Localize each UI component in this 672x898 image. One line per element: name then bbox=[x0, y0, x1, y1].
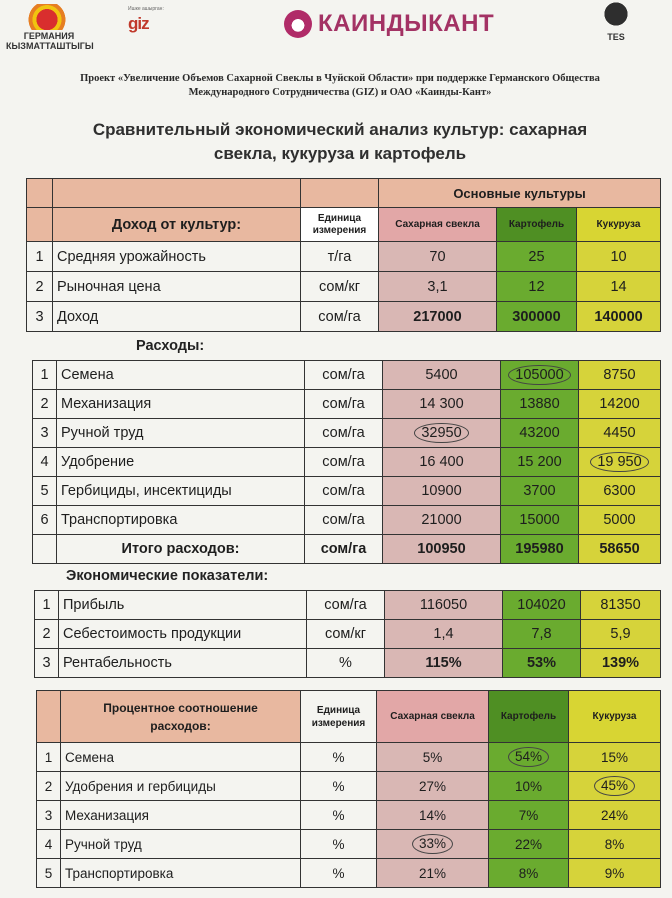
row-number: 6 bbox=[33, 506, 57, 535]
sugar-value bbox=[377, 830, 489, 859]
expense-row bbox=[33, 361, 661, 390]
sugar-value: 16 400 bbox=[383, 448, 501, 477]
potato-value: 25 bbox=[497, 242, 577, 272]
giz-mark: giz bbox=[128, 14, 149, 33]
circled-value: 105000 bbox=[508, 365, 570, 385]
circled-value: 32950 bbox=[414, 423, 468, 443]
row-label: Себестоимость продукции bbox=[59, 620, 307, 649]
percent-row bbox=[37, 801, 661, 830]
row-label: Ручной труд bbox=[61, 830, 301, 859]
row-number: 3 bbox=[33, 419, 57, 448]
potato-value: 13880 bbox=[501, 390, 579, 419]
sugar-value: 21000 bbox=[383, 506, 501, 535]
potato-value: 104020 bbox=[503, 591, 581, 620]
unit-value: сом/кг bbox=[307, 620, 385, 649]
sugar-value: 100950 bbox=[383, 535, 501, 564]
circled-value: 33% bbox=[412, 834, 453, 854]
expenses-table bbox=[32, 360, 661, 564]
sugar-value: 1,4 bbox=[385, 620, 503, 649]
row-number bbox=[33, 535, 57, 564]
corn-value: 8% bbox=[569, 830, 661, 859]
corner-cell bbox=[37, 691, 61, 743]
row-number: 3 bbox=[37, 801, 61, 830]
corn-value: 81350 bbox=[581, 591, 661, 620]
tes-logo bbox=[586, 2, 646, 46]
corn-value: 14 bbox=[577, 272, 661, 302]
row-number: 3 bbox=[27, 302, 53, 332]
unit-value: % bbox=[301, 772, 377, 801]
expenses-section-label: Расходы: bbox=[136, 338, 205, 354]
row-label: Удобрение bbox=[57, 448, 305, 477]
percent-row bbox=[37, 772, 661, 801]
sugar-value: 10900 bbox=[383, 477, 501, 506]
row-label: Семена bbox=[61, 743, 301, 772]
unit-value: % bbox=[301, 859, 377, 888]
unit-value: % bbox=[301, 743, 377, 772]
income-section-header: Доход от культур: bbox=[53, 208, 301, 242]
potato-value bbox=[501, 361, 579, 390]
blank-header-cell bbox=[301, 179, 379, 208]
row-number: 4 bbox=[33, 448, 57, 477]
row-number: 1 bbox=[27, 242, 53, 272]
potato-value: 8% bbox=[489, 859, 569, 888]
unit-value: % bbox=[301, 830, 377, 859]
unit-value: сом/га bbox=[305, 448, 383, 477]
corn-value: 4450 bbox=[579, 419, 661, 448]
expense-row bbox=[33, 477, 661, 506]
giz-caption: Ишке ашырган: bbox=[128, 6, 164, 12]
row-label: Гербициды, инсектициды bbox=[57, 477, 305, 506]
income-table bbox=[26, 178, 661, 332]
expense-row bbox=[33, 448, 661, 477]
unit-value: сом/га bbox=[305, 419, 383, 448]
corn-value bbox=[579, 448, 661, 477]
percent-section-header bbox=[61, 691, 301, 743]
corn-value: 9% bbox=[569, 859, 661, 888]
corn-value: 24% bbox=[569, 801, 661, 830]
potato-header: Картофель bbox=[489, 691, 569, 743]
kaindy-kant-name: КАИНДЫКАНТ bbox=[318, 10, 495, 37]
row-number: 2 bbox=[37, 772, 61, 801]
tes-label: TES bbox=[607, 32, 625, 42]
unit-value: сом/га bbox=[305, 506, 383, 535]
logo-bar bbox=[0, 0, 672, 62]
potato-value: 300000 bbox=[497, 302, 577, 332]
row-label: Рентабельность bbox=[59, 649, 307, 678]
economic-row bbox=[35, 649, 661, 678]
expense-row bbox=[33, 506, 661, 535]
corn-value: 5000 bbox=[579, 506, 661, 535]
germany-cooperation-logo bbox=[6, 4, 92, 50]
row-label: Семена bbox=[57, 361, 305, 390]
row-label: Рыночная цена bbox=[53, 272, 301, 302]
sugar-value: 3,1 bbox=[379, 272, 497, 302]
potato-value: 22% bbox=[489, 830, 569, 859]
corner-cell bbox=[27, 208, 53, 242]
percent-row bbox=[37, 859, 661, 888]
unit-value: сом/га bbox=[305, 361, 383, 390]
potato-value: 10% bbox=[489, 772, 569, 801]
economic-table bbox=[34, 590, 661, 678]
row-number: 2 bbox=[33, 390, 57, 419]
sugar-value: 21% bbox=[377, 859, 489, 888]
potato-value: 7,8 bbox=[503, 620, 581, 649]
potato-value: 7% bbox=[489, 801, 569, 830]
project-description: Проект «Увеличение Объемов Сахарной Свеклы в Чуйской Области» при поддержке Германского Общества Международного Сотрудничества (GIZ) и ОАО «Каинды-Кант» bbox=[80, 73, 600, 98]
potato-value: 43200 bbox=[501, 419, 579, 448]
corn-value: 15% bbox=[569, 743, 661, 772]
sugar-value bbox=[383, 419, 501, 448]
main-crops-header: Основные культуры bbox=[379, 179, 661, 208]
potato-value: 15 200 bbox=[501, 448, 579, 477]
sugar-value: 27% bbox=[377, 772, 489, 801]
corn-value: 10 bbox=[577, 242, 661, 272]
corn-value: 5,9 bbox=[581, 620, 661, 649]
income-header-row bbox=[27, 179, 661, 208]
percent-row bbox=[37, 743, 661, 772]
blank-header-cell bbox=[53, 179, 301, 208]
expenses-total-row bbox=[33, 535, 661, 564]
row-label: Доход bbox=[53, 302, 301, 332]
unit-header: Единица измерения bbox=[301, 691, 377, 743]
sugar-value: 116050 bbox=[385, 591, 503, 620]
income-row bbox=[27, 242, 661, 272]
row-number: 1 bbox=[37, 743, 61, 772]
circled-value: 54% bbox=[508, 747, 549, 767]
sugar-value: 115% bbox=[385, 649, 503, 678]
sugar-value: 14% bbox=[377, 801, 489, 830]
corn-header: Кукуруза bbox=[577, 208, 661, 242]
beet-icon bbox=[284, 10, 312, 38]
sugar-value: 5% bbox=[377, 743, 489, 772]
germany-logo-line2: КЫЗМАТТАШТЫГЫ bbox=[6, 41, 94, 51]
income-subheader-row bbox=[27, 208, 661, 242]
unit-value: сом/га bbox=[305, 390, 383, 419]
unit-value: т/га bbox=[301, 242, 379, 272]
potato-value bbox=[489, 743, 569, 772]
percent-header-line1: Процентное соотношение bbox=[103, 700, 258, 715]
sugar-value: 5400 bbox=[383, 361, 501, 390]
kaindy-kant-logo bbox=[284, 6, 498, 42]
percent-header-line2: расходов: bbox=[150, 718, 211, 733]
sugar-value: 217000 bbox=[379, 302, 497, 332]
potato-value: 12 bbox=[497, 272, 577, 302]
unit-value: сом/кг bbox=[301, 272, 379, 302]
page-title: Сравнительный экономический анализ культур: сахарная свекла, кукуруза и картофель bbox=[92, 120, 588, 163]
sugar-value: 70 bbox=[379, 242, 497, 272]
unit-value: сом/га bbox=[307, 591, 385, 620]
unit-value: сом/га bbox=[305, 535, 383, 564]
corn-value: 8750 bbox=[579, 361, 661, 390]
row-number: 1 bbox=[33, 361, 57, 390]
percent-row bbox=[37, 830, 661, 859]
potato-value: 15000 bbox=[501, 506, 579, 535]
percent-header-row bbox=[37, 691, 661, 743]
row-number: 5 bbox=[33, 477, 57, 506]
corn-value: 139% bbox=[581, 649, 661, 678]
potato-header: Картофель bbox=[497, 208, 577, 242]
corn-value: 14200 bbox=[579, 390, 661, 419]
income-row bbox=[27, 272, 661, 302]
expense-row bbox=[33, 419, 661, 448]
unit-value: % bbox=[301, 801, 377, 830]
row-label: Удобрения и гербициды bbox=[61, 772, 301, 801]
unit-value: % bbox=[307, 649, 385, 678]
circled-value: 45% bbox=[594, 776, 635, 796]
sugar-value: 14 300 bbox=[383, 390, 501, 419]
total-label: Итого расходов: bbox=[57, 535, 305, 564]
corn-value bbox=[569, 772, 661, 801]
row-label: Прибыль bbox=[59, 591, 307, 620]
giz-logo bbox=[128, 6, 198, 46]
row-number: 4 bbox=[37, 830, 61, 859]
unit-value: сом/га bbox=[301, 302, 379, 332]
row-label: Механизация bbox=[57, 390, 305, 419]
corn-value: 6300 bbox=[579, 477, 661, 506]
row-number: 2 bbox=[27, 272, 53, 302]
row-number: 5 bbox=[37, 859, 61, 888]
economic-row bbox=[35, 591, 661, 620]
germany-logo-line1: ГЕРМАНИЯ bbox=[23, 31, 75, 41]
row-label: Средняя урожайность bbox=[53, 242, 301, 272]
corn-header: Кукуруза bbox=[569, 691, 661, 743]
row-label: Ручной труд bbox=[57, 419, 305, 448]
corn-value: 58650 bbox=[579, 535, 661, 564]
unit-header: Единица измерения bbox=[301, 208, 379, 242]
circled-value: 19 950 bbox=[590, 452, 648, 472]
potato-value: 53% bbox=[503, 649, 581, 678]
sugar-beet-header: Сахарная свекла bbox=[379, 208, 497, 242]
income-row bbox=[27, 302, 661, 332]
flag-emblem-icon bbox=[26, 4, 68, 30]
economic-row bbox=[35, 620, 661, 649]
potato-value: 3700 bbox=[501, 477, 579, 506]
row-number: 1 bbox=[35, 591, 59, 620]
row-label: Транспортировка bbox=[61, 859, 301, 888]
potato-value: 195980 bbox=[501, 535, 579, 564]
row-number: 3 bbox=[35, 649, 59, 678]
corner-cell bbox=[27, 179, 53, 208]
row-label: Транспортировка bbox=[57, 506, 305, 535]
row-number: 2 bbox=[35, 620, 59, 649]
percent-table bbox=[36, 690, 661, 888]
tree-icon bbox=[598, 2, 634, 32]
economic-section-label: Экономические показатели: bbox=[66, 568, 269, 584]
corn-value: 140000 bbox=[577, 302, 661, 332]
sugar-beet-header: Сахарная свекла bbox=[377, 691, 489, 743]
row-label: Механизация bbox=[61, 801, 301, 830]
expense-row bbox=[33, 390, 661, 419]
unit-value: сом/га bbox=[305, 477, 383, 506]
